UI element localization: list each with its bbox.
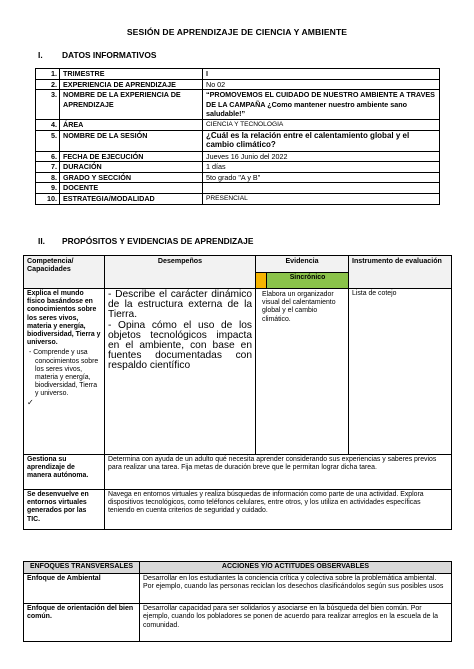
row-number: 4. [36, 119, 60, 130]
section-heading-purposes [38, 236, 253, 246]
section-label: PROPÓSITOS Y EVIDENCIAS DE APRENDIZAJE [62, 236, 254, 246]
row-value [203, 183, 440, 194]
performance-item: - Opina cómo el uso de los objetos tecnológicos impacta en el ambiente, con base en fuentes documentadas con respaldo científico [108, 319, 252, 372]
header-acciones: ACCIONES Y/O ACTITUDES OBSERVABLES [140, 562, 452, 574]
approach-row [24, 603, 452, 641]
row-key: ÁREA [60, 119, 203, 130]
header-evidencia: Evidencia [256, 256, 349, 273]
approach-row [24, 573, 452, 603]
virtual-label: Se desenvuelve en entornos virtuales generados por las TIC. [24, 490, 105, 530]
row-value: Jueves 16 Junio del 2022 [203, 151, 440, 162]
header-desempenos: Desempeños [105, 256, 256, 289]
row-value: CIENCIA Y TECNOLOGIA [203, 119, 440, 130]
virtual-row [24, 490, 452, 530]
virtual-text: Navega en entornos virtuales y realiza búsquedas de información como parte de una actividad. Explora dispositivos tecnológicos, como teléfonos celulares, entre otros, y los utiliza en actividades específicas teniendo en cuenta criterios de seguridad y cuidado. [105, 490, 452, 530]
row-number: 7. [36, 162, 60, 173]
info-row [36, 69, 440, 80]
section-number: II. [38, 236, 45, 246]
approach-name: Enfoque de orientación del bien común. [24, 603, 140, 641]
header-instrumento: Instrumento de evaluación [349, 256, 452, 289]
info-row [36, 79, 440, 90]
row-key: DOCENTE [60, 183, 203, 194]
approach-name: Enfoque de Ambiental [24, 573, 140, 603]
header-enfoques: ENFOQUES TRANSVERSALES [24, 562, 140, 574]
row-key: EXPERIENCIA DE APRENDIZAJE [60, 79, 203, 90]
competence-row [24, 289, 452, 455]
row-number: 1. [36, 69, 60, 80]
competence-cell [24, 289, 105, 455]
evidence-orange-cell [256, 272, 267, 289]
row-number: 10. [36, 193, 60, 204]
row-key: NOMBRE DE LA EXPERIENCIA DE APRENDIZAJE [60, 90, 203, 120]
self-management-text: Determina con ayuda de un adulto qué necesita aprender considerando sus experiencias y saberes previos para realizar una tarea. Fija metas de duración breve que le permitan lograr dicha tarea. [105, 455, 452, 490]
row-value: I [203, 69, 440, 80]
row-number: 5. [36, 130, 60, 151]
row-number: 3. [36, 90, 60, 120]
row-value: No 02 [203, 79, 440, 90]
row-key: NOMBRE DE LA SESIÓN [60, 130, 203, 151]
performance-item: - Describe el carácter dinámico de la estructura externa de la Tierra. [108, 289, 252, 321]
section-number: I. [38, 50, 43, 60]
info-row [36, 183, 440, 194]
row-value: 1 días [203, 162, 440, 173]
competence-main: Explica el mundo físico basándose en conocimientos sobre los seres vivos, materia y energía, biodiversidad, Tierra y universo. [27, 290, 101, 347]
info-row [36, 172, 440, 183]
info-row [36, 119, 440, 130]
info-row [36, 193, 440, 204]
evidence-cell [256, 289, 349, 455]
row-key: TRIMESTRE [60, 69, 203, 80]
instrument-cell: Lista de cotejo [349, 289, 452, 455]
capacity-list [27, 349, 101, 398]
self-management-row [24, 455, 452, 490]
approach-actions: Desarrollar capacidad para ser solidarios y asociarse en la búsqueda del bien común. Por ejemplo, cuando los pobladores se ponen de acuerdo para realizar arreglos en la escuela de la comunidad. [140, 603, 452, 641]
info-row [36, 151, 440, 162]
row-value: “PROMOVEMOS EL CUIDADO DE NUESTRO AMBIENTE A TRAVES DE LA CAMPAÑA ¿Como mantener nuestro ambiente sano saludable!” [203, 90, 440, 120]
header-row [24, 562, 452, 574]
row-number: 2. [36, 79, 60, 90]
page-title: SESIÓN DE APRENDIZAJE DE CIENCIA Y AMBIENTE [126, 27, 348, 37]
row-number: 6. [36, 151, 60, 162]
header-competencias: Competencia/ Capacidades [24, 256, 105, 289]
header-row [24, 256, 452, 273]
row-number: 9. [36, 183, 60, 194]
row-key: GRADO Y SECCIÓN [60, 172, 203, 183]
section-label: DATOS INFORMATIVOS [62, 50, 157, 60]
performance-cell [105, 289, 256, 455]
header-sincronico: Sincrónico [267, 272, 349, 289]
info-row [36, 162, 440, 173]
section-heading-informative [38, 50, 156, 60]
self-management-label: Gestiona su aprendizaje de manera autónoma. [24, 455, 105, 490]
capacity-item: - Comprende y usa conocimientos sobre los seres vivos, materia y energía, biodiversidad, Tierra y universo. [29, 349, 99, 398]
purposes-evidence-table [23, 255, 452, 530]
row-key: DURACIÓN [60, 162, 203, 173]
approach-actions: Desarrollar en los estudiantes la conciencia crítica y colectiva sobre la problemática ambiental. Por ejemplo, cuando las personas reciclan los desechos clasificándolos según sus posibles usos [140, 573, 452, 603]
row-value: 5to grado "A y B" [203, 172, 440, 183]
info-row [36, 90, 440, 120]
informative-data-table [35, 68, 440, 205]
row-value: ¿Cuál es la relación entre el calentamiento global y el cambio climático? [203, 130, 440, 151]
check-icon: ✓ [27, 397, 34, 407]
row-key: ESTRATEGIA/MODALIDAD [60, 193, 203, 204]
transversal-approaches-table [23, 561, 452, 642]
row-key: FECHA DE EJECUCIÓN [60, 151, 203, 162]
info-row [36, 130, 440, 151]
row-value: PRESENCIAL [203, 193, 440, 204]
row-number: 8. [36, 172, 60, 183]
evidence-text: Elabora un organizador visual del calentamiento global y el cambio climático. [262, 291, 336, 323]
